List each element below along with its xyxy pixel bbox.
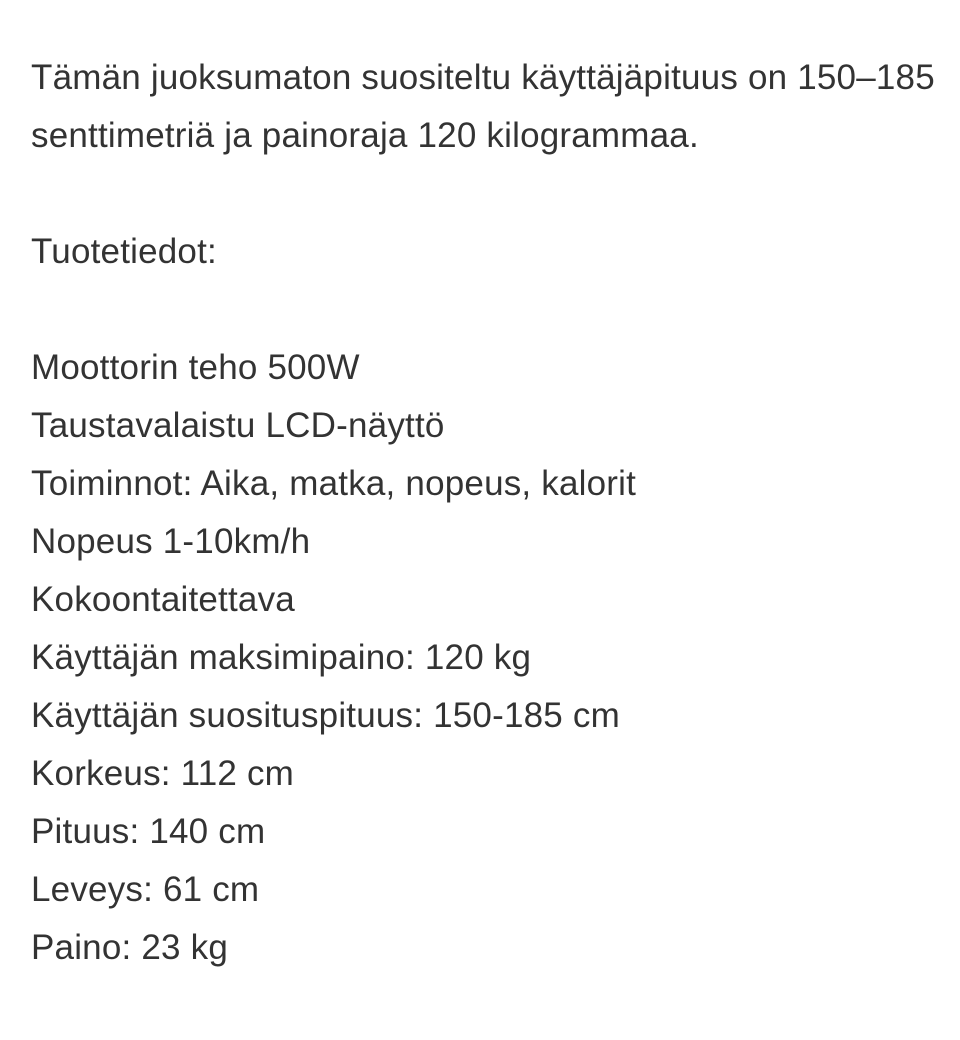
spec-item: Korkeus: 112 cm <box>31 754 295 793</box>
spec-item: Paino: 23 kg <box>31 928 228 967</box>
spacer <box>31 165 941 223</box>
specs-heading: Tuotetiedot: <box>31 232 217 271</box>
intro-paragraph: Tämän juoksumaton suositeltu käyttäjäpituus on 150–185 senttimetriä ja painoraja 120 kilogrammaa. <box>31 58 935 155</box>
spec-item: Nopeus 1-10km/h <box>31 522 311 561</box>
spacer <box>31 281 941 339</box>
spec-item: Moottorin teho 500W <box>31 348 360 387</box>
specs-list <box>31 339 941 977</box>
spec-item: Käyttäjän suosituspituus: 150-185 cm <box>31 696 620 735</box>
spec-item: Käyttäjän maksimipaino: 120 kg <box>31 638 532 677</box>
spec-item: Toiminnot: Aika, matka, nopeus, kalorit <box>31 464 637 503</box>
spec-item: Pituus: 140 cm <box>31 812 266 851</box>
product-description <box>31 49 941 977</box>
spec-item: Kokoontaitettava <box>31 580 295 619</box>
spec-item: Taustavalaistu LCD-näyttö <box>31 406 445 445</box>
spec-item: Leveys: 61 cm <box>31 870 260 909</box>
